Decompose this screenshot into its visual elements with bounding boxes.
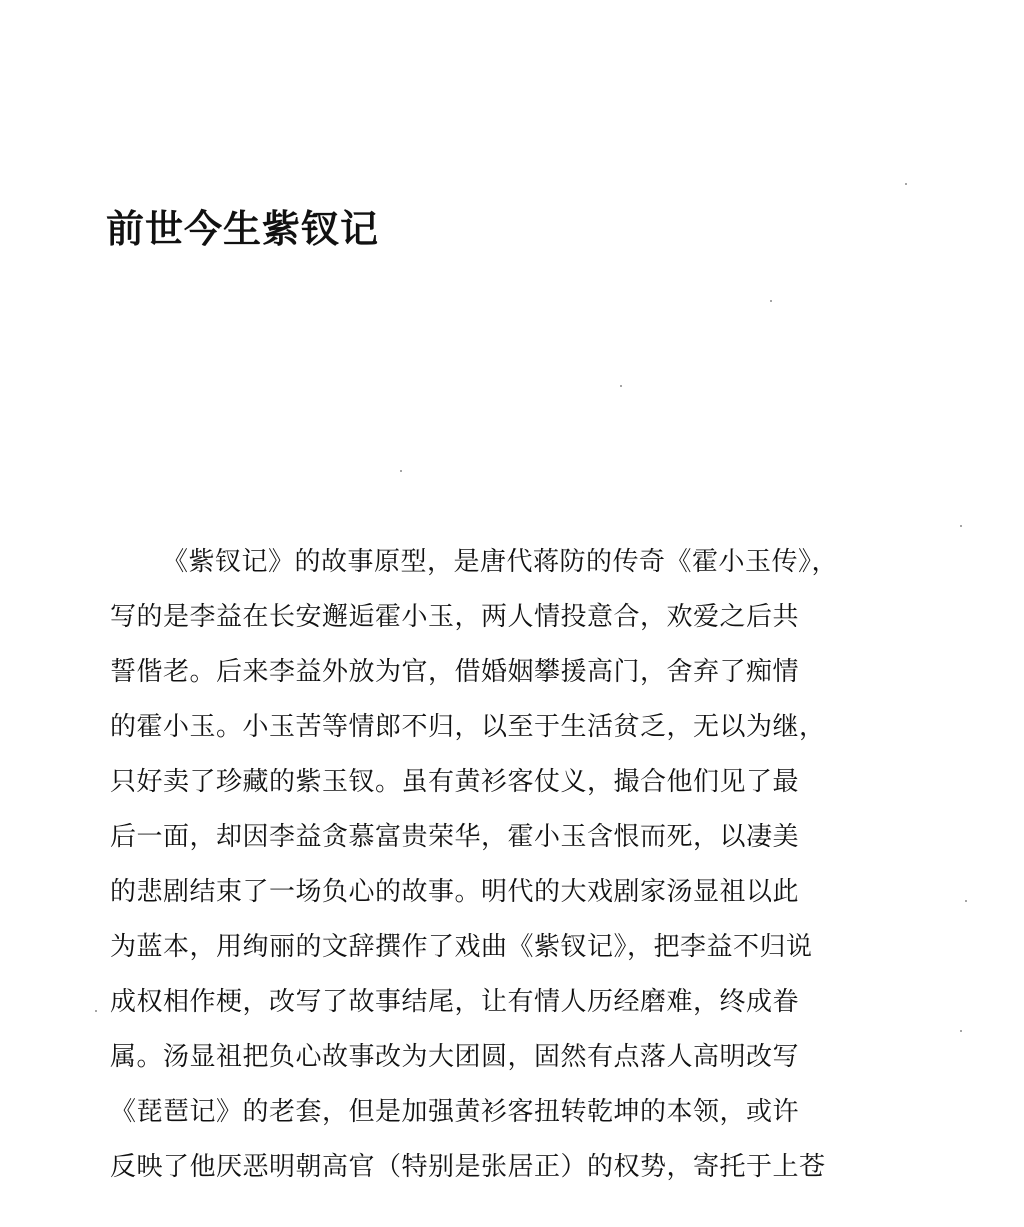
text-line: 成权相作梗，改写了故事结尾，让有情人历经磨难，终成眷	[110, 987, 800, 1017]
text-line: 后一面，却因李益贪慕富贵荣华，霍小玉含恨而死，以凄美	[110, 822, 800, 852]
scan-speck	[905, 183, 907, 185]
scan-speck	[95, 1010, 97, 1012]
text-line: 只好卖了珍藏的紫玉钗。虽有黄衫客仗义，撮合他们见了最	[110, 767, 800, 797]
text-line: 《紫钗记》的故事原型，是唐代蒋防的传奇《霍小玉传》，	[162, 547, 839, 577]
page-title: 前世今生紫钗记	[106, 206, 380, 251]
text-line: 反映了他厌恶明朝高官（特别是张居正）的权势，寄托于上苍	[110, 1152, 826, 1182]
text-line: 《琵琶记》的老套，但是加强黄衫客扭转乾坤的本领，或许	[110, 1097, 800, 1127]
scan-speck	[960, 1030, 962, 1032]
scan-speck	[400, 470, 402, 472]
scan-speck	[965, 900, 967, 902]
scan-speck	[770, 300, 772, 302]
text-line: 的悲剧结束了一场负心的故事。明代的大戏剧家汤显祖以此	[110, 877, 800, 907]
text-line: 的霍小玉。小玉苦等情郎不归，以至于生活贫乏，无以为继，	[110, 712, 826, 742]
text-line: 写的是李益在长安邂逅霍小玉，两人情投意合，欢爱之后共	[110, 602, 800, 632]
body-paragraph	[110, 535, 870, 1195]
scan-speck	[620, 385, 622, 387]
scan-speck	[960, 525, 962, 527]
text-line: 为蓝本，用绚丽的文辞撰作了戏曲《紫钗记》，把李益不归说	[110, 932, 813, 962]
text-line: 属。汤显祖把负心故事改为大团圆，固然有点落人高明改写	[110, 1042, 800, 1072]
text-line: 誓偕老。后来李益外放为官，借婚姻攀援高门，舍弃了痴情	[110, 657, 800, 687]
